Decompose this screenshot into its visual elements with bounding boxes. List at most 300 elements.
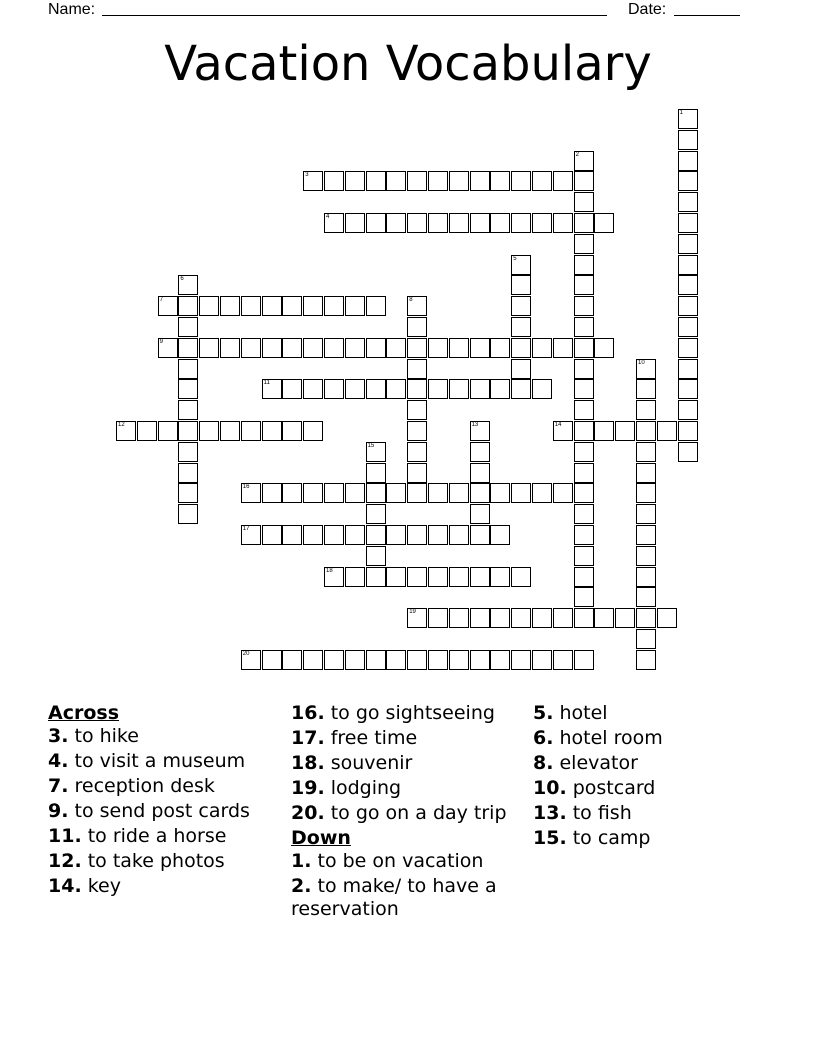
crossword-cell[interactable] <box>470 338 490 358</box>
crossword-cell[interactable] <box>366 650 386 670</box>
crossword-cell[interactable] <box>636 629 656 649</box>
crossword-cell[interactable] <box>324 171 344 191</box>
clue-column-1 <box>48 702 283 900</box>
crossword-cell[interactable] <box>574 587 594 607</box>
crossword-cell[interactable] <box>594 421 614 441</box>
crossword-cell[interactable] <box>199 421 219 441</box>
crossword-cell[interactable] <box>490 379 510 399</box>
clue-number: 16. <box>291 702 325 724</box>
crossword-cell[interactable] <box>303 379 323 399</box>
crossword-cell[interactable] <box>553 650 573 670</box>
crossword-cell[interactable] <box>636 546 656 566</box>
crossword-cell[interactable] <box>553 608 573 628</box>
clue-text: lodging <box>324 777 402 799</box>
crossword-cell[interactable] <box>678 400 698 420</box>
crossword-cell[interactable] <box>490 483 510 503</box>
crossword-cell[interactable] <box>574 151 594 171</box>
crossword-cell[interactable] <box>470 483 490 503</box>
crossword-cell[interactable] <box>511 359 531 379</box>
crossword-cell[interactable] <box>636 504 656 524</box>
across-clue-list-continued <box>291 702 521 825</box>
crossword-cell[interactable] <box>594 338 614 358</box>
crossword-cell[interactable] <box>470 650 490 670</box>
crossword-cell[interactable] <box>428 525 448 545</box>
crossword-cell[interactable] <box>407 213 427 233</box>
crossword-cell[interactable] <box>470 379 490 399</box>
across-clue <box>48 800 283 823</box>
clue-text: reception desk <box>68 775 215 797</box>
crossword-cell[interactable] <box>678 255 698 275</box>
crossword-cell[interactable] <box>428 483 448 503</box>
crossword-cell[interactable] <box>636 587 656 607</box>
clue-number: 7. <box>48 775 69 797</box>
crossword-cell[interactable] <box>366 442 386 462</box>
crossword-cell[interactable] <box>511 608 531 628</box>
crossword-cell[interactable] <box>636 359 656 379</box>
across-clue <box>291 727 521 750</box>
crossword-cell[interactable] <box>511 650 531 670</box>
crossword-cell[interactable] <box>678 338 698 358</box>
crossword-cell[interactable] <box>574 359 594 379</box>
crossword-cell[interactable] <box>324 567 344 587</box>
crossword-cell[interactable] <box>324 338 344 358</box>
crossword-cell[interactable] <box>574 213 594 233</box>
crossword-cell[interactable] <box>490 608 510 628</box>
cell-number: 5 <box>513 255 517 262</box>
cell-number: 15 <box>367 442 375 449</box>
crossword-cell[interactable] <box>574 379 594 399</box>
crossword-cell[interactable] <box>324 379 344 399</box>
crossword-cell[interactable] <box>574 546 594 566</box>
crossword-cell[interactable] <box>428 171 448 191</box>
clue-text: to be on vacation <box>311 850 484 872</box>
crossword-cell[interactable] <box>178 421 198 441</box>
crossword-cell[interactable] <box>178 275 198 295</box>
crossword-cell[interactable] <box>532 483 552 503</box>
crossword-cell[interactable] <box>678 234 698 254</box>
crossword-cell[interactable] <box>262 338 282 358</box>
crossword-cell[interactable] <box>636 525 656 545</box>
crossword-cell[interactable] <box>262 379 282 399</box>
crossword-cell[interactable] <box>407 359 427 379</box>
crossword-cell[interactable] <box>490 650 510 670</box>
crossword-cell[interactable] <box>262 421 282 441</box>
crossword-cell[interactable] <box>220 338 240 358</box>
crossword-cell[interactable] <box>511 275 531 295</box>
down-clue <box>533 777 773 800</box>
crossword-cell[interactable] <box>574 421 594 441</box>
across-clue <box>48 725 283 748</box>
crossword-cell[interactable] <box>511 255 531 275</box>
crossword-cell[interactable] <box>678 317 698 337</box>
crossword-cell[interactable] <box>282 338 302 358</box>
crossword-cell[interactable] <box>324 483 344 503</box>
crossword-cell[interactable] <box>303 338 323 358</box>
crossword-cell[interactable] <box>366 213 386 233</box>
crossword-cell[interactable] <box>428 567 448 587</box>
crossword-cell[interactable] <box>158 338 178 358</box>
crossword-cell[interactable] <box>553 213 573 233</box>
clue-number: 5. <box>533 702 554 724</box>
across-clue-list <box>48 725 283 898</box>
crossword-cell[interactable] <box>345 525 365 545</box>
crossword-cell[interactable] <box>178 442 198 462</box>
cell-number: 20 <box>242 650 250 657</box>
crossword-cell[interactable] <box>574 483 594 503</box>
clue-text: to go sightseeing <box>324 702 495 724</box>
crossword-cell[interactable] <box>636 463 656 483</box>
crossword-cell[interactable] <box>241 338 261 358</box>
crossword-cell[interactable] <box>470 567 490 587</box>
crossword-cell[interactable] <box>636 442 656 462</box>
clue-number: 15. <box>533 827 567 849</box>
clue-number: 6. <box>533 727 554 749</box>
crossword-cell[interactable] <box>574 504 594 524</box>
crossword-cell[interactable] <box>178 379 198 399</box>
down-clue-list-continued <box>533 702 773 850</box>
crossword-cell[interactable] <box>574 650 594 670</box>
crossword-cell[interactable] <box>490 567 510 587</box>
crossword-cell[interactable] <box>366 296 386 316</box>
crossword-cell[interactable] <box>511 317 531 337</box>
clue-number: 14. <box>48 875 82 897</box>
crossword-cell[interactable] <box>282 483 302 503</box>
crossword-cell[interactable] <box>345 171 365 191</box>
crossword-cell[interactable] <box>470 171 490 191</box>
crossword-cell[interactable] <box>449 567 469 587</box>
crossword-cell[interactable] <box>345 338 365 358</box>
across-clue <box>48 825 283 848</box>
clue-text: to camp <box>566 827 651 849</box>
clue-number: 8. <box>533 752 554 774</box>
page-title: Vacation Vocabulary <box>164 36 652 92</box>
crossword-cell[interactable] <box>407 421 427 441</box>
crossword-cell[interactable] <box>470 442 490 462</box>
crossword-cell[interactable] <box>511 567 531 587</box>
down-heading: Down <box>291 827 351 849</box>
crossword-cell[interactable] <box>449 483 469 503</box>
crossword-cell[interactable] <box>574 463 594 483</box>
crossword-cell[interactable] <box>678 442 698 462</box>
cell-number: 16 <box>242 484 250 491</box>
crossword-cell[interactable] <box>386 525 406 545</box>
crossword-cell[interactable] <box>490 525 510 545</box>
crossword-cell[interactable] <box>553 421 573 441</box>
crossword-cell[interactable] <box>407 442 427 462</box>
crossword-cell[interactable] <box>386 650 406 670</box>
clue-text: to make/ to have a reservation <box>291 875 497 920</box>
clue-number: 1. <box>291 850 312 872</box>
clue-number: 10. <box>533 777 567 799</box>
crossword-cell[interactable] <box>407 379 427 399</box>
down-clue-list <box>291 850 521 921</box>
crossword-cell[interactable] <box>470 213 490 233</box>
crossword-cell[interactable] <box>636 567 656 587</box>
crossword-cell[interactable] <box>178 504 198 524</box>
cell-number: 1 <box>679 110 683 116</box>
crossword-cell[interactable] <box>678 275 698 295</box>
crossword-cell[interactable] <box>553 171 573 191</box>
crossword-cell[interactable] <box>428 213 448 233</box>
across-clue <box>48 875 283 898</box>
cell-number: 7 <box>159 297 163 304</box>
crossword-cell[interactable] <box>594 608 614 628</box>
crossword-cell[interactable] <box>282 296 302 316</box>
crossword-cell[interactable] <box>303 483 323 503</box>
crossword-cell[interactable] <box>407 317 427 337</box>
crossword-cell[interactable] <box>490 171 510 191</box>
crossword-cell[interactable] <box>470 504 490 524</box>
clue-text: elevator <box>553 752 638 774</box>
crossword-cell[interactable] <box>678 151 698 171</box>
crossword-cell[interactable] <box>678 421 698 441</box>
crossword-cell[interactable] <box>636 483 656 503</box>
crossword-cell[interactable] <box>574 296 594 316</box>
clue-number: 20. <box>291 802 325 824</box>
crossword-cell[interactable] <box>532 608 552 628</box>
across-clue <box>48 750 283 773</box>
crossword-cell[interactable] <box>178 317 198 337</box>
crossword-cell[interactable] <box>428 379 448 399</box>
crossword-cell[interactable] <box>532 338 552 358</box>
crossword-cell[interactable] <box>116 421 136 441</box>
crossword-cell[interactable] <box>511 296 531 316</box>
crossword-cell[interactable] <box>532 171 552 191</box>
cell-number: 17 <box>242 526 250 532</box>
crossword-cell[interactable] <box>532 213 552 233</box>
crossword-cell[interactable] <box>178 400 198 420</box>
crossword-cell[interactable] <box>407 525 427 545</box>
crossword-cell[interactable] <box>282 650 302 670</box>
crossword-cell[interactable] <box>386 379 406 399</box>
clue-number: 19. <box>291 777 325 799</box>
down-clue <box>291 850 521 873</box>
crossword-cell[interactable] <box>366 483 386 503</box>
clue-text: to take photos <box>81 850 225 872</box>
crossword-cell[interactable] <box>220 421 240 441</box>
cell-number: 18 <box>326 567 333 574</box>
crossword-cell[interactable] <box>678 296 698 316</box>
crossword-cell[interactable] <box>574 317 594 337</box>
crossword-cell[interactable] <box>407 296 427 316</box>
crossword-cell[interactable] <box>366 171 386 191</box>
clue-text: key <box>81 875 121 897</box>
crossword-cell[interactable] <box>678 171 698 191</box>
crossword-cell[interactable] <box>470 525 490 545</box>
crossword-cell[interactable] <box>386 213 406 233</box>
crossword-cell[interactable] <box>366 379 386 399</box>
crossword-cell[interactable] <box>407 567 427 587</box>
crossword-cell[interactable] <box>574 400 594 420</box>
crossword-cell[interactable] <box>303 421 323 441</box>
crossword-cell[interactable] <box>366 463 386 483</box>
crossword-cell[interactable] <box>366 504 386 524</box>
crossword-cell[interactable] <box>345 650 365 670</box>
across-clue <box>291 802 521 825</box>
crossword-cell[interactable] <box>241 483 261 503</box>
crossword-cell[interactable] <box>199 338 219 358</box>
crossword-cell[interactable] <box>303 650 323 670</box>
crossword-cell[interactable] <box>366 546 386 566</box>
clue-text: hotel room <box>553 727 663 749</box>
crossword-cell[interactable] <box>490 213 510 233</box>
crossword-cell[interactable] <box>574 567 594 587</box>
clue-text: to go on a day trip <box>324 802 507 824</box>
crossword-cell[interactable] <box>657 421 677 441</box>
crossword-cell[interactable] <box>407 338 427 358</box>
crossword-cell[interactable] <box>241 650 261 670</box>
crossword-cell[interactable] <box>199 296 219 316</box>
crossword-cell[interactable] <box>574 608 594 628</box>
crossword-cell[interactable] <box>178 359 198 379</box>
crossword-cell[interactable] <box>407 483 427 503</box>
crossword-cell[interactable] <box>449 338 469 358</box>
clue-text: souvenir <box>324 752 413 774</box>
crossword-cell[interactable] <box>178 338 198 358</box>
crossword-cell[interactable] <box>345 567 365 587</box>
crossword-cell[interactable] <box>386 567 406 587</box>
crossword-cell[interactable] <box>470 421 490 441</box>
crossword-cell[interactable] <box>678 379 698 399</box>
crossword-cell[interactable] <box>428 608 448 628</box>
crossword-cell[interactable] <box>386 483 406 503</box>
crossword-cell[interactable] <box>428 338 448 358</box>
crossword-cell[interactable] <box>303 296 323 316</box>
crossword-cell[interactable] <box>220 296 240 316</box>
crossword-cell[interactable] <box>324 650 344 670</box>
crossword-cell[interactable] <box>449 171 469 191</box>
crossword-cell[interactable] <box>636 400 656 420</box>
cell-number: 8 <box>409 297 413 304</box>
crossword-cell[interactable] <box>137 421 157 441</box>
crossword-cell[interactable] <box>511 171 531 191</box>
crossword-cell[interactable] <box>407 400 427 420</box>
crossword-cell[interactable] <box>532 379 552 399</box>
crossword-cell[interactable] <box>303 525 323 545</box>
crossword-cell[interactable] <box>574 525 594 545</box>
crossword-cell[interactable] <box>511 213 531 233</box>
down-clue <box>533 752 773 775</box>
crossword-cell[interactable] <box>407 171 427 191</box>
crossword-cell[interactable] <box>345 296 365 316</box>
crossword-cell[interactable] <box>615 421 635 441</box>
crossword-cell[interactable] <box>678 213 698 233</box>
crossword-cell[interactable] <box>470 463 490 483</box>
crossword-cell[interactable] <box>158 421 178 441</box>
clue-number: 3. <box>48 725 69 747</box>
crossword-cell[interactable] <box>345 213 365 233</box>
crossword-cell[interactable] <box>574 192 594 212</box>
crossword-cell[interactable] <box>470 608 490 628</box>
crossword-cell[interactable] <box>490 338 510 358</box>
crossword-cell[interactable] <box>178 483 198 503</box>
crossword-cell[interactable] <box>594 213 614 233</box>
crossword-cell[interactable] <box>511 483 531 503</box>
cell-number: 19 <box>409 609 416 616</box>
crossword-cell[interactable] <box>449 525 469 545</box>
crossword-cell[interactable] <box>407 608 427 628</box>
name-label: Name: <box>48 1 96 18</box>
clue-number: 12. <box>48 850 82 872</box>
clue-number: 13. <box>533 802 567 824</box>
clue-text: to send post cards <box>68 800 250 822</box>
across-clue <box>48 775 283 798</box>
crossword-cell[interactable] <box>324 213 344 233</box>
crossword-cell[interactable] <box>553 338 573 358</box>
across-clue <box>291 702 521 725</box>
crossword-cell[interactable] <box>449 650 469 670</box>
crossword-cell[interactable] <box>574 171 594 191</box>
crossword-cell[interactable] <box>366 525 386 545</box>
crossword-cell[interactable] <box>324 296 344 316</box>
crossword-cell[interactable] <box>282 421 302 441</box>
crossword-cell[interactable] <box>449 379 469 399</box>
crossword-cell[interactable] <box>574 234 594 254</box>
crossword-cell[interactable] <box>262 525 282 545</box>
crossword-cell[interactable] <box>262 296 282 316</box>
clue-text: to visit a museum <box>68 750 246 772</box>
crossword-cell[interactable] <box>386 338 406 358</box>
crossword-cell[interactable] <box>678 109 698 129</box>
crossword-cell[interactable] <box>574 442 594 462</box>
crossword-cell[interactable] <box>386 171 406 191</box>
crossword-cell[interactable] <box>241 421 261 441</box>
crossword-cell[interactable] <box>241 525 261 545</box>
cell-number: 12 <box>118 422 125 428</box>
crossword-cell[interactable] <box>511 338 531 358</box>
clue-column-2 <box>291 702 521 923</box>
crossword-cell[interactable] <box>345 379 365 399</box>
crossword-cell[interactable] <box>553 483 573 503</box>
clue-text: free time <box>324 727 418 749</box>
crossword-cell[interactable] <box>178 296 198 316</box>
crossword-cell[interactable] <box>407 463 427 483</box>
crossword-cell[interactable] <box>574 275 594 295</box>
crossword-cell[interactable] <box>532 650 552 670</box>
crossword-cell[interactable] <box>407 650 427 670</box>
across-clue <box>291 752 521 775</box>
crossword-cell[interactable] <box>449 608 469 628</box>
crossword-cell[interactable] <box>657 608 677 628</box>
crossword-cell[interactable] <box>636 650 656 670</box>
crossword-cell[interactable] <box>324 525 344 545</box>
cell-number: 9 <box>159 338 163 345</box>
crossword-cell[interactable] <box>574 338 594 358</box>
crossword-cell[interactable] <box>449 213 469 233</box>
crossword-cell[interactable] <box>282 525 302 545</box>
crossword-cell[interactable] <box>574 255 594 275</box>
crossword-cell[interactable] <box>678 359 698 379</box>
crossword-cell[interactable] <box>636 379 656 399</box>
crossword-cell[interactable] <box>366 567 386 587</box>
crossword-cell[interactable] <box>636 421 656 441</box>
crossword-cell[interactable] <box>282 379 302 399</box>
crossword-cell[interactable] <box>678 130 698 150</box>
crossword-cell[interactable] <box>241 296 261 316</box>
crossword-cell[interactable] <box>178 463 198 483</box>
crossword-cell[interactable] <box>636 608 656 628</box>
crossword-cell[interactable] <box>615 608 635 628</box>
crossword-cell[interactable] <box>262 483 282 503</box>
crossword-cell[interactable] <box>345 483 365 503</box>
crossword-cell[interactable] <box>158 296 178 316</box>
crossword-cell[interactable] <box>678 192 698 212</box>
crossword-cell[interactable] <box>428 650 448 670</box>
crossword-cell[interactable] <box>262 650 282 670</box>
crossword-cell[interactable] <box>511 379 531 399</box>
crossword-cell[interactable] <box>366 338 386 358</box>
crossword-cell[interactable] <box>303 171 323 191</box>
